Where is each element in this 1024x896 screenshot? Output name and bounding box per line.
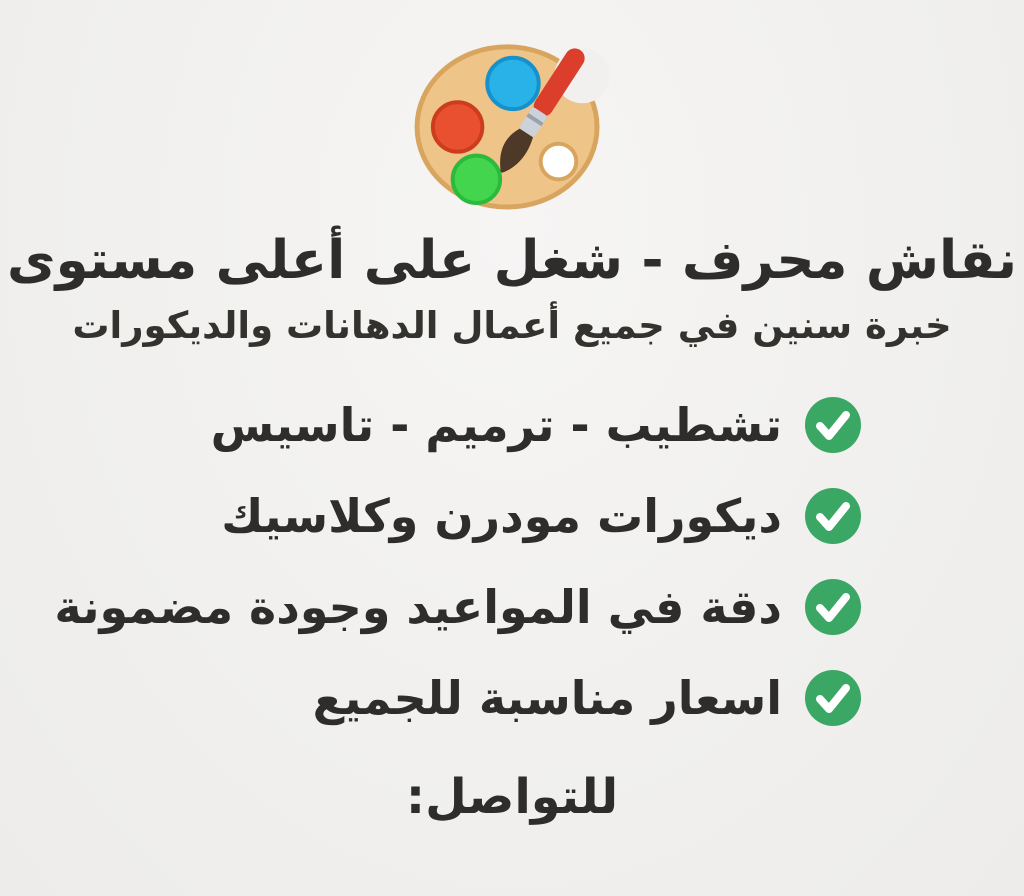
feature-row-prices bbox=[313, 669, 862, 727]
page-title: نقاش محرف - شغل على أعلى مستوى bbox=[7, 230, 1017, 291]
feature-label: اسعار مناسبة للجميع bbox=[312, 671, 782, 726]
feature-label: ديكورات مودرن وكلاسيك bbox=[221, 489, 782, 544]
palette-svg bbox=[407, 32, 617, 210]
feature-list bbox=[54, 396, 862, 727]
feature-label: دقة في المواعيد وجودة مضمونة bbox=[54, 580, 782, 635]
paint-dot-red bbox=[433, 102, 482, 151]
painter-palette-icon bbox=[407, 32, 617, 210]
feature-label: تشطيب - ترميم - تاسيس bbox=[210, 398, 782, 453]
check-circle-icon bbox=[804, 669, 862, 727]
check-circle-icon bbox=[804, 396, 862, 454]
paint-dot-blue bbox=[487, 58, 538, 109]
feature-row-decor bbox=[221, 487, 862, 545]
contact-label: للتواصل: bbox=[405, 769, 619, 826]
feature-row-finishing bbox=[211, 396, 862, 454]
palette-thumb-hole bbox=[541, 144, 577, 180]
paint-dot-green bbox=[453, 156, 500, 203]
feature-row-punctuality bbox=[54, 578, 862, 636]
page-subtitle: خبرة سنين في جميع أعمال الدهانات والديكورات bbox=[72, 304, 952, 348]
check-circle-icon bbox=[804, 578, 862, 636]
check-circle-icon bbox=[804, 487, 862, 545]
